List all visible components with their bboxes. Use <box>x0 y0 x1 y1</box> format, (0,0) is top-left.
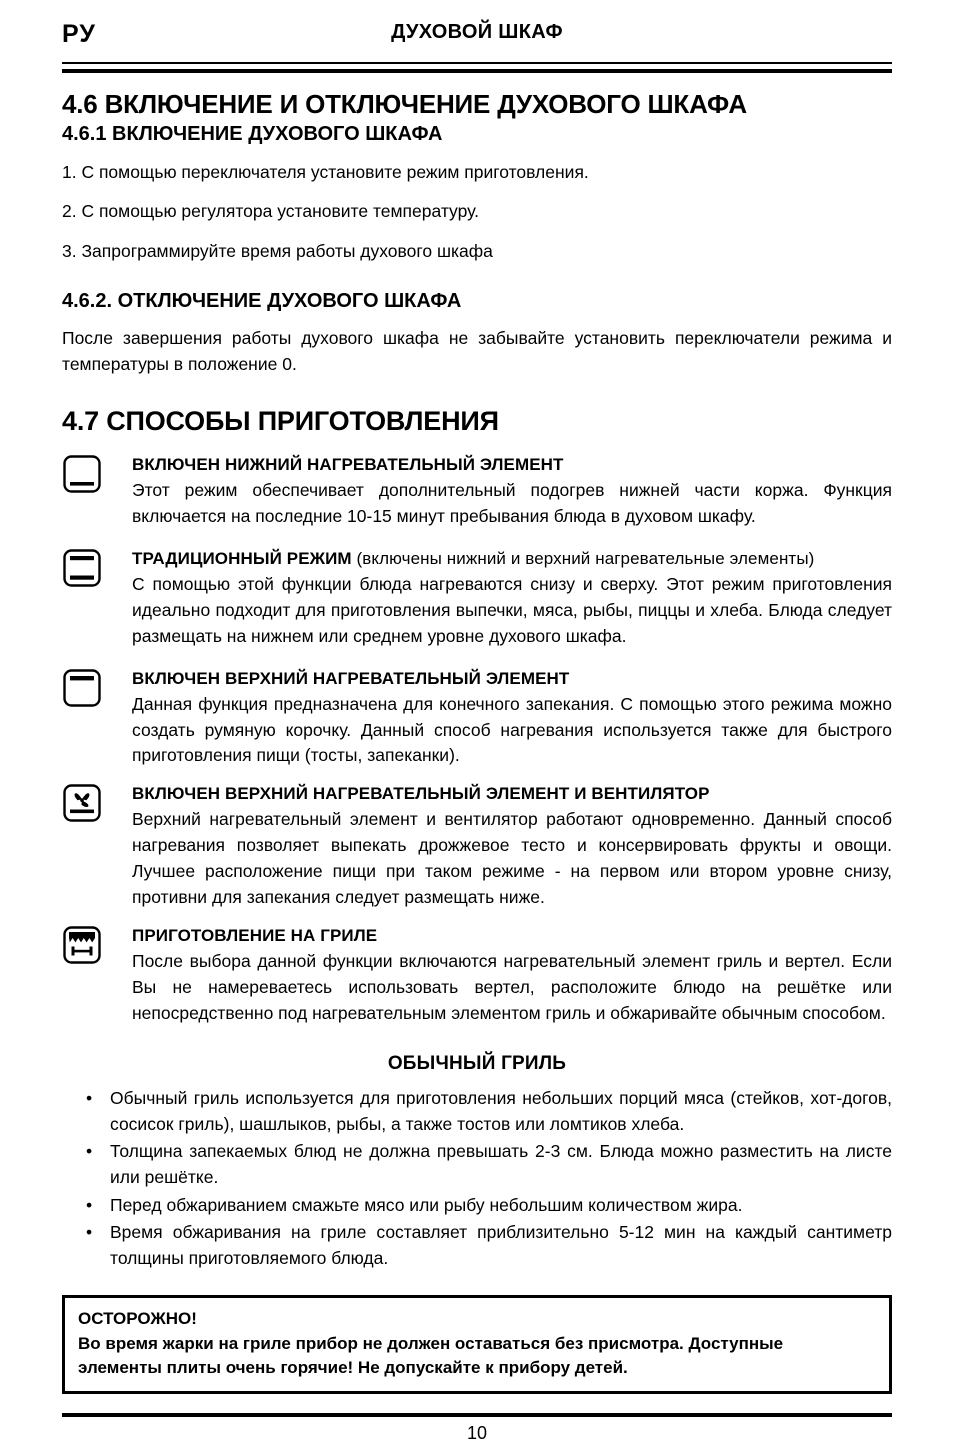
cooking-mode-description: Этот режим обеспечивает дополнительный подогрев нижней части коржа. Функция включается на последние 10-15 минут пребывания блюда в духовом шкафу. <box>132 479 892 526</box>
list-item <box>62 1219 892 1272</box>
cooking-mode-traditional <box>62 548 892 650</box>
cooking-mode-top-element <box>62 668 892 770</box>
header-document-title: ДУХОВОЙ ШКАФ <box>391 21 563 43</box>
list-item: 3. Запрограммируйте время работы духового шкафа <box>62 240 493 261</box>
section-4-6-heading: 4.6 ВКЛЮЧЕНИЕ И ОТКЛЮЧЕНИЕ ДУХОВОГО ШКАФА <box>62 89 747 119</box>
bullet-marker-icon: • <box>86 1221 93 1242</box>
turn-on-steps-list <box>62 159 892 264</box>
cooking-mode-title <box>132 548 892 570</box>
bullet-marker-icon: • <box>86 1141 93 1162</box>
cooking-mode-title <box>132 668 892 690</box>
cooking-mode-description: После выбора данной функции включаются нагревательный элемент гриль и вертел. Если Вы не намереваетесь использовать вертел, расположите блюдо на решётке или непосредственно под нагревательным элементом гриль и обжаривайте обычным способом. <box>132 951 892 1023</box>
warning-text-line-1: Во время жарки на гриле прибор не должен оставаться без присмотра. Доступные <box>78 1333 784 1353</box>
cooking-mode-title-text: ТРАДИЦИОННЫЙ РЕЖИМ <box>132 548 352 568</box>
list-item-text: Толщина запекаемых блюд не должна превышать 2-3 см. Блюда можно разместить на листе или решётке. <box>110 1141 892 1188</box>
list-item-text: Обычный гриль используется для приготовления небольших порций мяса (стейков, хот-догов, сосисок гриль), шашлыков, рыбы, а также тостов или ломтиков хлеба. <box>110 1087 892 1134</box>
list-item: 2. С помощью регулятора установите температуру. <box>62 201 479 222</box>
running-header <box>62 0 892 56</box>
section-4-7-heading: 4.7 СПОСОБЫ ПРИГОТОВЛЕНИЯ <box>62 405 499 436</box>
cooking-mode-description: С помощью этой функции блюда нагреваются снизу и сверху. Этот режим приготовления идеально подходит для приготовления выпечки, мяса, рыбы, пиццы и хлеба. Блюда следует размещать на нижнем или среднем уровне духового шкафа. <box>132 573 892 646</box>
bullet-marker-icon: • <box>86 1087 93 1108</box>
oven-bottom-element-icon <box>62 454 102 494</box>
page-number: 10 <box>466 1422 488 1443</box>
list-item-text: Время обжаривания на гриле составляет приблизительно 5-12 мин на каждый сантиметр толщины приготовляемого блюда. <box>110 1221 892 1269</box>
cooking-mode-description: Данная функция предназначена для конечного запекания. С помощью этого режима можно создать румяную корочку. Данный способ нагревания используется также для быстрого приготовления пищи (тосты, запеканки). <box>132 693 892 766</box>
cooking-mode-grill <box>62 925 892 1027</box>
oven-top-element-icon <box>62 668 102 708</box>
list-item <box>62 1085 892 1138</box>
cooking-mode-bottom-element <box>62 454 892 530</box>
oven-grill-rotisserie-icon <box>62 925 102 965</box>
warning-title: ОСТОРОЖНО! <box>78 1309 197 1329</box>
warning-box <box>62 1295 892 1393</box>
cooking-mode-title <box>132 925 892 947</box>
header-language-code: РУ <box>62 20 96 48</box>
section-4-6-2-paragraph: После завершения работы духового шкафа не забывайте установить переключатели режима и температуры в положение 0. <box>62 327 892 374</box>
list-item <box>62 1192 892 1218</box>
standard-grill-bullet-list <box>62 1085 892 1272</box>
cooking-mode-title <box>132 454 892 476</box>
cooking-mode-title-suffix: (включены нижний и верхний нагревательные элементы) <box>351 548 815 568</box>
cooking-mode-description: Верхний нагревательный элемент и вентилятор работают одновременно. Данный способ нагревания позволяет выпекать дрожжевое тесто и консервировать фрукты и овощи. Лучшее расположение пищи при таком режиме - на первом или втором уровне снизу, противни для запекания следует размещать ниже. <box>132 809 892 908</box>
standard-grill-heading: ОБЫЧНЫЙ ГРИЛЬ <box>387 1052 567 1074</box>
cooking-mode-title-text: ВКЛЮЧЕН НИЖНИЙ НАГРЕВАТЕЛЬНЫЙ ЭЛЕМЕНТ <box>132 454 564 474</box>
cooking-mode-title-text: ВКЛЮЧЕН ВЕРХНИЙ НАГРЕВАТЕЛЬНЫЙ ЭЛЕМЕНТ <box>132 668 570 688</box>
list-item <box>62 1138 892 1191</box>
cooking-mode-title-text: ПРИГОТОВЛЕНИЕ НА ГРИЛЕ <box>132 925 378 945</box>
list-item: 1. С помощью переключателя установите режим приготовления. <box>62 162 589 183</box>
oven-top-element-fan-icon <box>62 783 102 823</box>
footer-divider-rule <box>62 1413 892 1417</box>
header-divider-rule <box>62 62 892 73</box>
cooking-mode-top-element-fan <box>62 783 892 911</box>
warning-text-line-2: элементы плиты очень горячие! Не допускайте к прибору детей. <box>78 1357 628 1377</box>
section-4-6-1-heading: 4.6.1 ВКЛЮЧЕНИЕ ДУХОВОГО ШКАФА <box>62 123 443 146</box>
list-item-text: Перед обжариванием смажьте мясо или рыбу небольшим количеством жира. <box>110 1194 743 1215</box>
cooking-mode-title <box>132 783 892 805</box>
bullet-marker-icon: • <box>86 1194 93 1215</box>
section-4-6-2-heading: 4.6.2. ОТКЛЮЧЕНИЕ ДУХОВОГО ШКАФА <box>62 289 462 312</box>
cooking-mode-title-text: ВКЛЮЧЕН ВЕРХНИЙ НАГРЕВАТЕЛЬНЫЙ ЭЛЕМЕНТ И ВЕНТИЛЯТОР <box>132 784 710 804</box>
oven-top-bottom-element-icon <box>62 548 102 588</box>
